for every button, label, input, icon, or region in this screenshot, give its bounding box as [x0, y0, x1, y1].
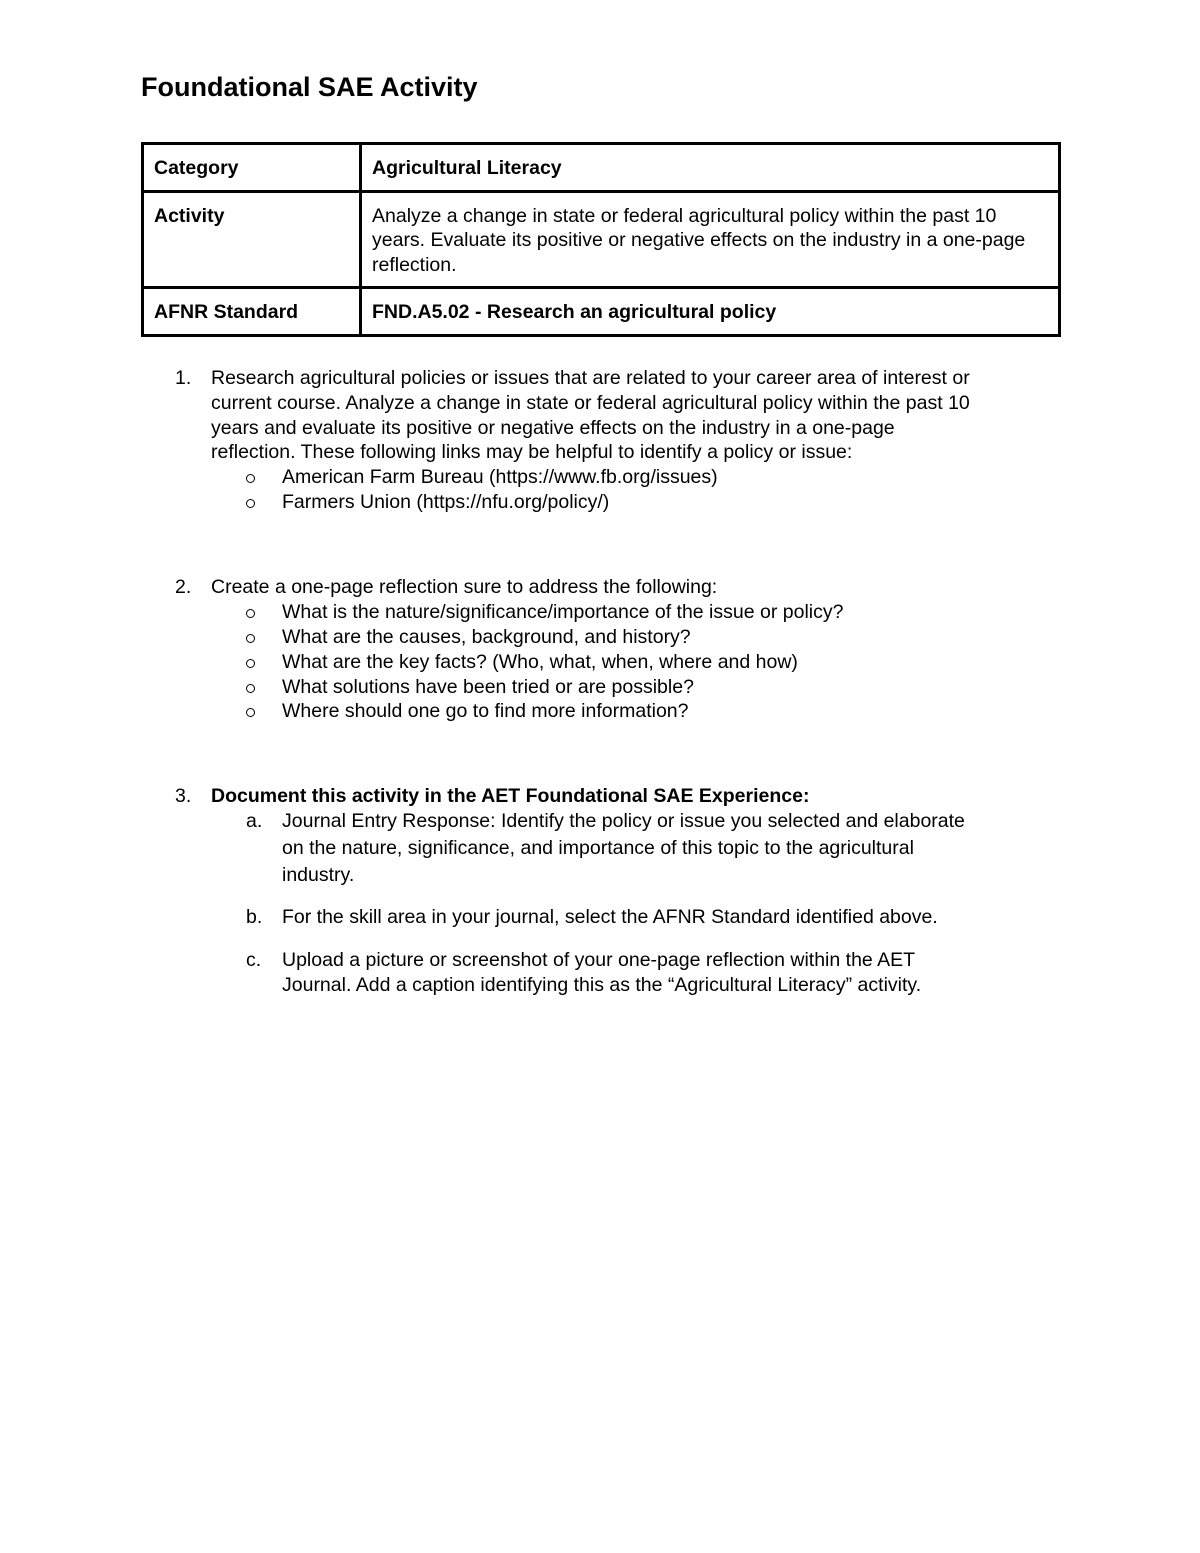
list-item — [211, 809, 1041, 889]
bullet-text: What are the key facts? (Who, what, when, where and how) — [282, 651, 798, 673]
sub-item-line: Upload a picture or screenshot of your one-page reflection within the AET — [282, 949, 916, 971]
bullet-text: What solutions have been tried or are possible? — [282, 676, 694, 698]
sub-item-letter: a. — [246, 810, 263, 832]
step-2-text: Create a one-page reflection sure to address the following: — [211, 576, 718, 598]
step-number: 2. — [175, 576, 192, 598]
step-number: 1. — [175, 367, 192, 389]
category-label: Category — [143, 144, 361, 192]
step-1-line-2: current course. Analyze a change in state or federal agricultural policy within the past 10 — [211, 392, 970, 414]
hollow-bullet-icon — [246, 499, 255, 508]
sub-item-line: industry. — [282, 864, 355, 886]
activity-label: Activity — [143, 191, 361, 288]
hollow-bullet-icon — [246, 659, 255, 668]
sub-item-line: For the skill area in your journal, select the AFNR Standard identified above. — [282, 906, 938, 928]
hollow-bullet-icon — [246, 474, 255, 483]
step-1-line-3: years and evaluate its positive or negative effects on the industry in a one-page — [211, 417, 895, 439]
bullet-text: American Farm Bureau (https://www.fb.org/issues) — [282, 466, 718, 488]
step-3-heading: Document this activity in the AET Foundational SAE Experience: — [211, 785, 810, 807]
sub-item-line: Journal. Add a caption identifying this as the “Agricultural Literacy” activity. — [282, 974, 922, 996]
activity-info-table — [141, 142, 1061, 337]
bullet-text: Farmers Union (https://nfu.org/policy/) — [282, 491, 610, 513]
table-row-afnr-standard — [143, 288, 1060, 336]
afnr-standard-value: FND.A5.02 - Research an agricultural policy — [361, 288, 1060, 336]
hollow-bullet-icon — [246, 708, 255, 717]
sub-item-line: Journal Entry Response: Identify the policy or issue you selected and elaborate — [282, 810, 965, 832]
afnr-standard-label: AFNR Standard — [143, 288, 361, 336]
sub-item-letter: c. — [246, 949, 262, 971]
category-value: Agricultural Literacy — [361, 144, 1060, 192]
page-title: Foundational SAE Activity — [141, 72, 478, 102]
list-item — [211, 905, 1041, 933]
bullet-text: What is the nature/significance/importance of the issue or policy? — [282, 601, 844, 623]
step-1-line-1: Research agricultural policies or issues that are related to your career area of interest or — [211, 367, 970, 389]
step-number: 3. — [175, 785, 192, 807]
bullet-text: What are the causes, background, and history? — [282, 626, 691, 648]
table-row-category — [143, 144, 1060, 192]
hollow-bullet-icon — [246, 684, 255, 693]
hollow-bullet-icon — [246, 634, 255, 643]
table-row-activity — [143, 191, 1060, 288]
sub-item-letter: b. — [246, 906, 263, 928]
hollow-bullet-icon — [246, 609, 255, 618]
sub-item-line: on the nature, significance, and importance of this topic to the agricultural — [282, 837, 914, 859]
activity-value: Analyze a change in state or federal agricultural policy within the past 10 years. Evaluate its positive or negative effects on the industry in a one-page reflection. — [361, 191, 1060, 288]
bullet-text: Where should one go to find more information? — [282, 700, 689, 722]
step-1-line-4: reflection. These following links may be helpful to identify a policy or issue: — [211, 441, 853, 463]
list-item — [211, 948, 1041, 1002]
